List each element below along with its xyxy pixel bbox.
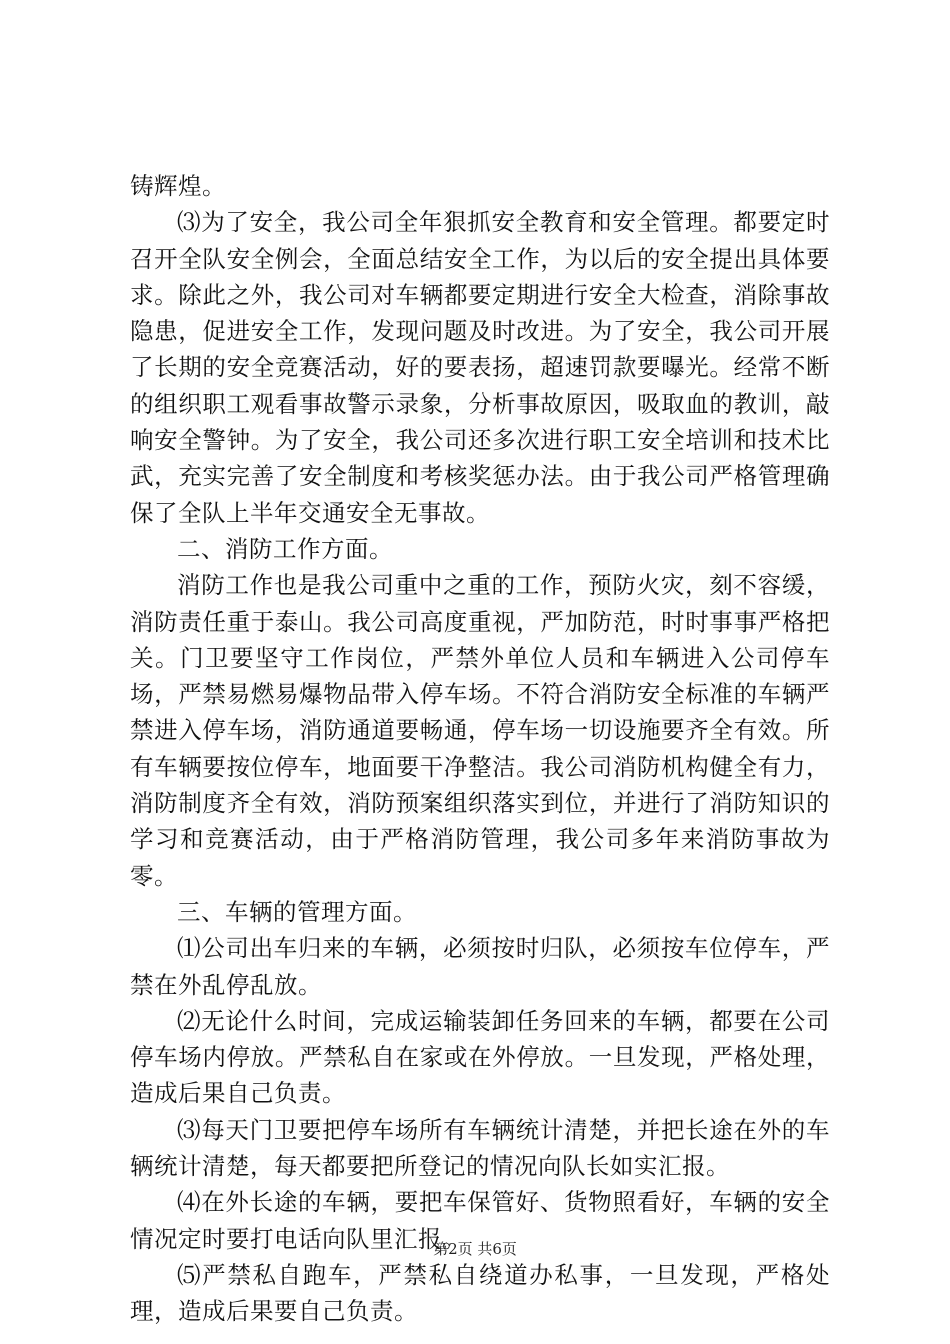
list-item-vehicle-5: ⑸严禁私自跑车，严禁私自绕道办私事，一旦发现，严格处理，造成后果要自己负责。 <box>130 1260 830 1326</box>
list-item-vehicle-1: ⑴公司出车归来的车辆，必须按时归队，必须按车位停车，严禁在外乱停乱放。 <box>130 934 830 999</box>
heading-fire-prevention: 二、消防工作方面。 <box>177 534 393 563</box>
paragraph-fire-prevention: 消防工作也是我公司重中之重的工作，预防火灾，刻不容缓，消防责任重于泰山。我公司高度重视，严加防范，时时事事严格把关。门卫要坚守工作岗位，严禁外单位人员和车辆进入公司停车场，严禁易燃易爆物品带入停车场。不符合消防安全标准的车辆严禁进入停车场，消防通道要畅通，停车场一切设施要齐全有效。所有车辆要按位停车，地面要干净整洁。我公司消防机构健全有力，消防制度齐全有效，消防预案组织落实到位，并进行了消防知识的学习和竞赛活动，由于严格消防管理，我公司多年来消防事故为零。 <box>130 571 830 890</box>
list-item-vehicle-3: ⑶每天门卫要把停车场所有车辆统计清楚，并把长途在外的车辆统计清楚，每天都要把所登记的情况向队长如实汇报。 <box>130 1115 830 1181</box>
page-number-footer: 第2页 共6页 <box>433 1240 517 1258</box>
document-body <box>130 168 830 1330</box>
paragraph-safety-management: ⑶为了安全，我公司全年狠抓安全教育和安全管理。都要定时召开全队安全例会，全面总结安全工作，为以后的安全提出具体要求。除此之外，我公司对车辆都要定期进行安全大检查，消除事故隐患，促进安全工作，发现问题及时改进。为了安全，我公司开展了长期的安全竞赛活动，好的要表扬，超速罚款要曝光。经常不断的组织职工观看事故警示录象，分析事故原因，吸取血的教训，敲响安全警钟。为了安全，我公司还多次进行职工安全培训和技术比武，充实完善了安全制度和考核奖惩办法。由于我公司严格管理确保了全队上半年交通安全无事故。 <box>130 208 830 527</box>
paragraph-continuation: 铸辉煌。 <box>130 172 226 200</box>
list-item-vehicle-4: ⑷在外长途的车辆，要把车保管好、货物照看好，车辆的安全情况定时要打电话向队里汇报。 <box>130 1188 830 1253</box>
heading-vehicle-management: 三、车辆的管理方面。 <box>177 897 417 926</box>
list-item-vehicle-2: ⑵无论什么时间，完成运输装卸任务回来的车辆，都要在公司停车场内停放。严禁私自在家或在外停放。一旦发现，严格处理，造成后果自己负责。 <box>130 1006 830 1108</box>
